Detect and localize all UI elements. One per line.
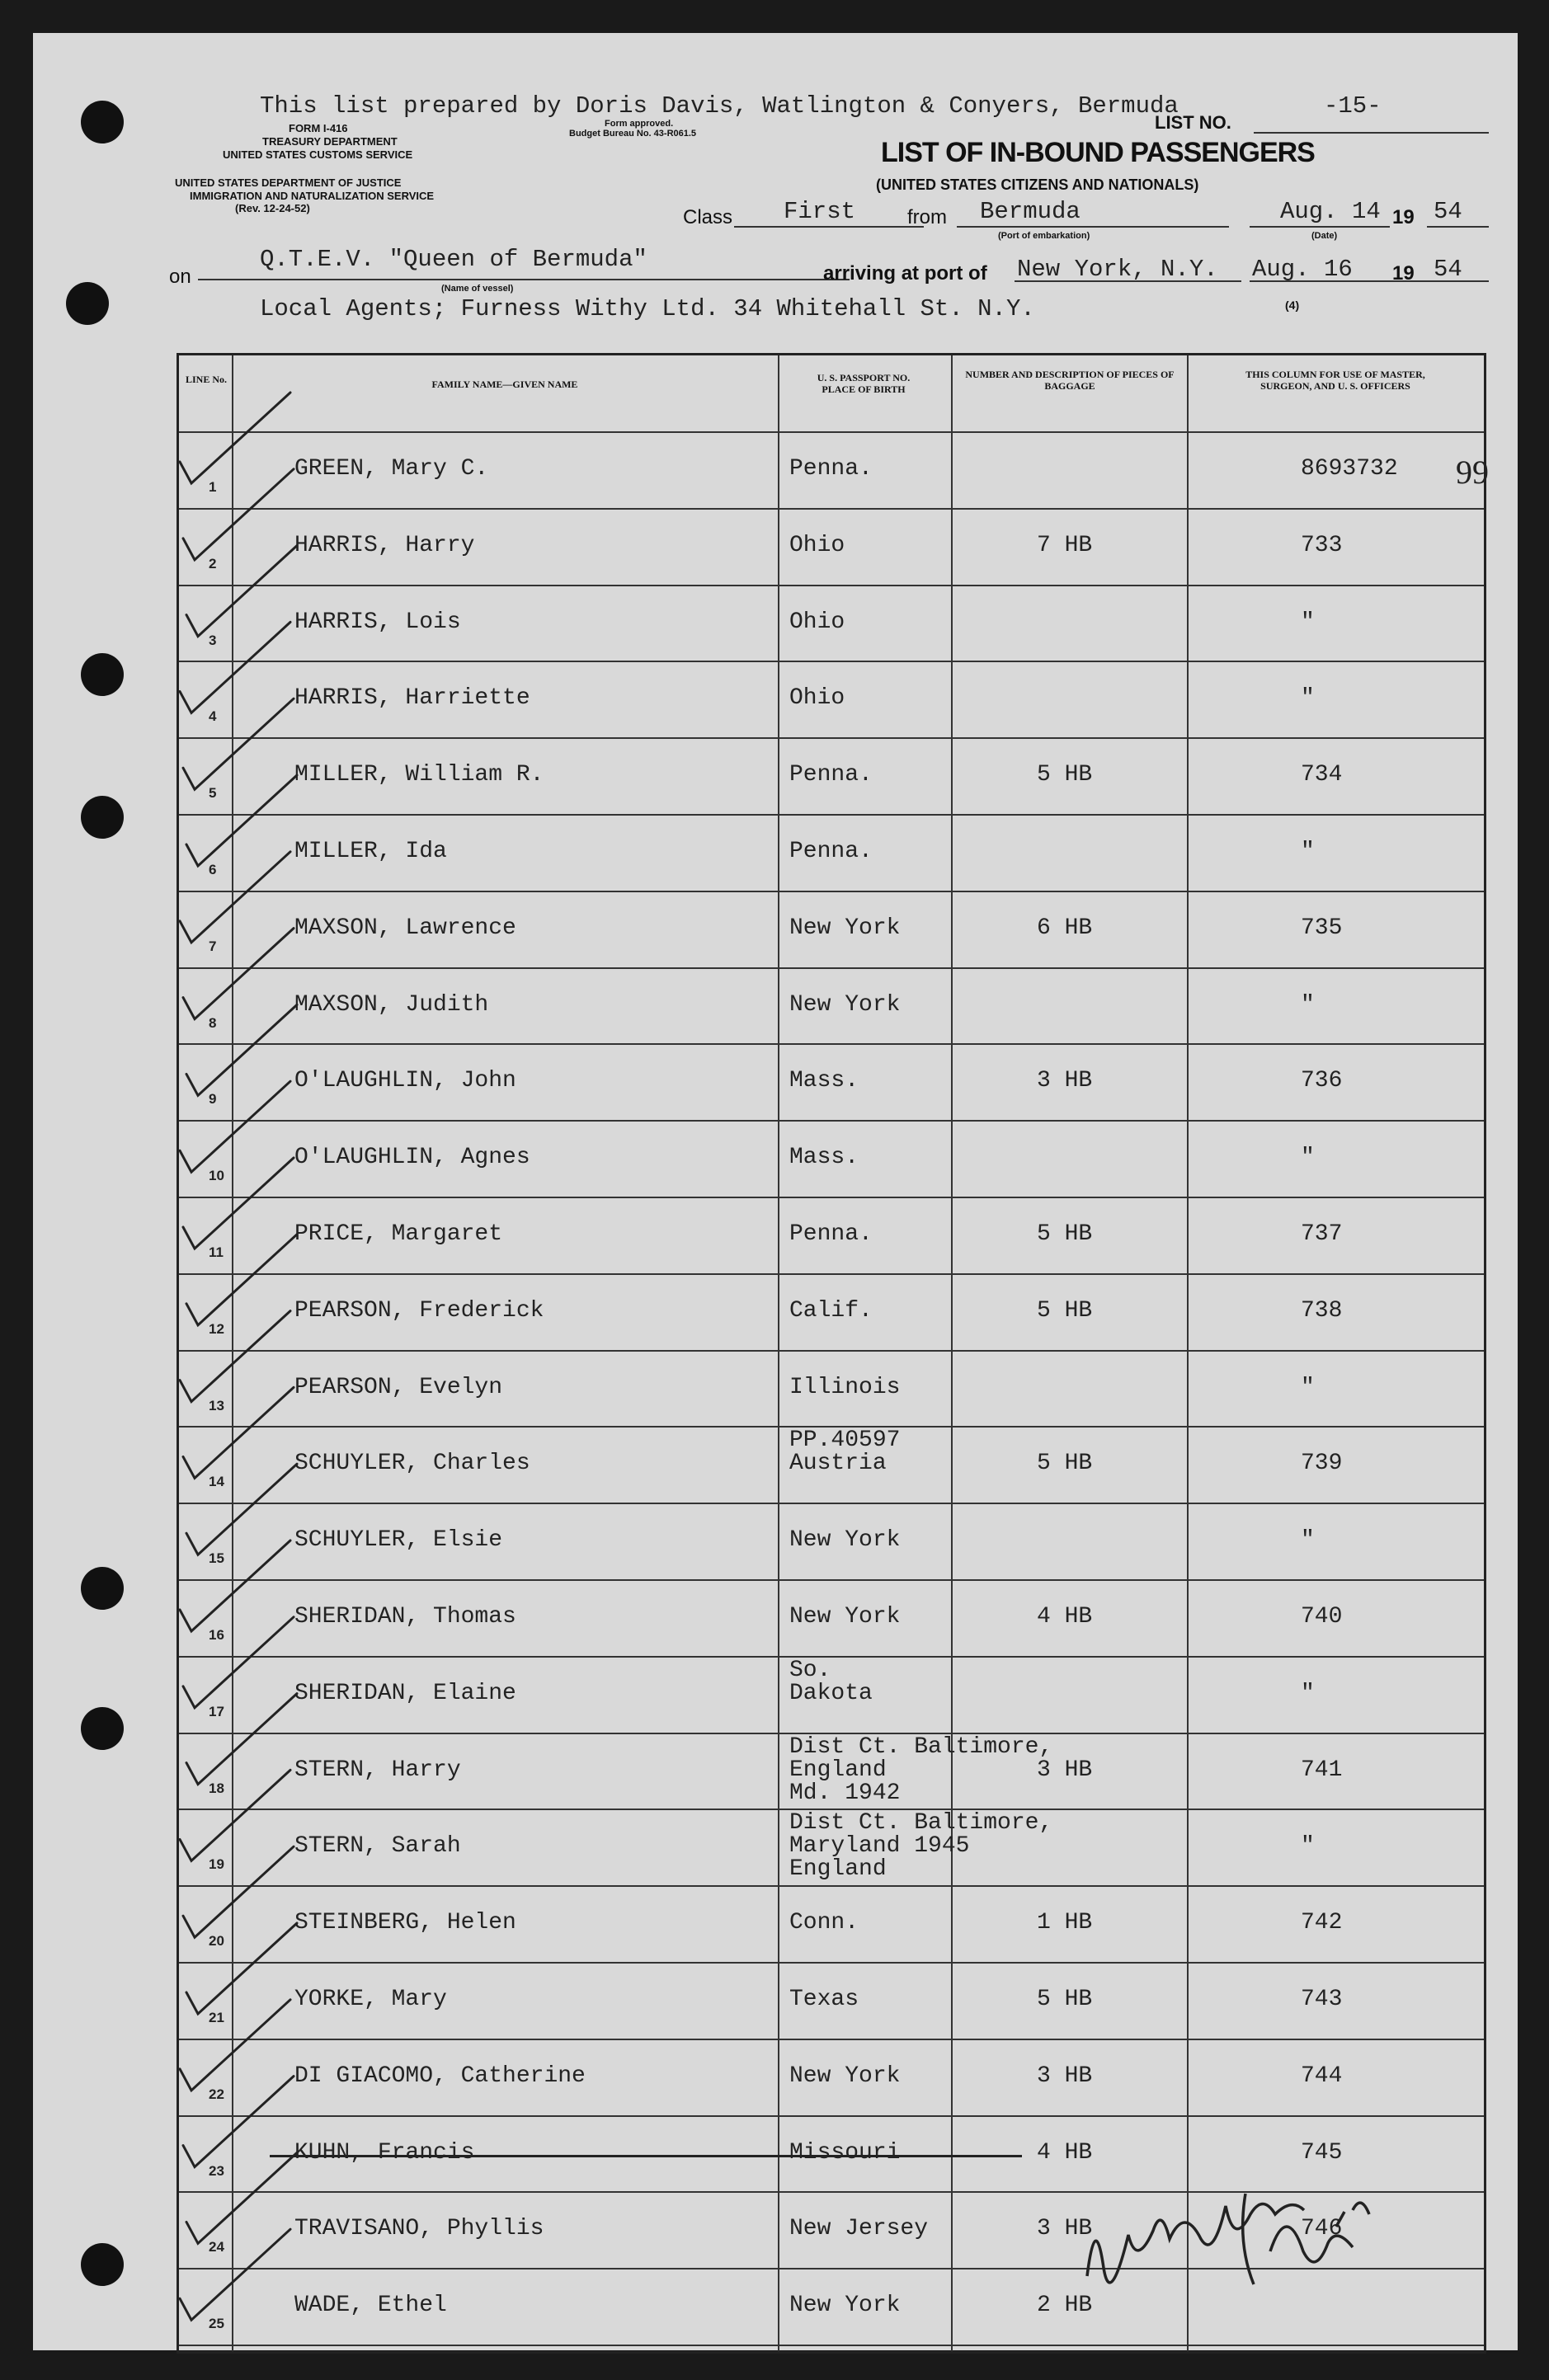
line-number: 5 [209, 785, 217, 802]
departure-year-prefix: 19 [1392, 206, 1415, 228]
baggage: 5 HB [1037, 1297, 1093, 1324]
list-no-label: LIST NO. [1155, 112, 1231, 133]
departure-date: Aug. 14 [1280, 198, 1381, 225]
line-number: 2 [209, 555, 217, 571]
officer-note: 735 [1301, 915, 1343, 941]
prepared-by: This list prepared by Doris Davis, Watlington & Conyers, Bermuda [260, 92, 1179, 120]
col-header-baggage: NUMBER AND DESCRIPTION OF PIECES OF BAGGAGE [965, 369, 1175, 392]
checkmark-icon [186, 2152, 297, 2243]
officer-note: " [1301, 1145, 1315, 1171]
dept-justice: UNITED STATES DEPARTMENT OF JUSTICE [175, 176, 402, 189]
passenger-name: MAXSON, Lawrence [294, 915, 516, 941]
place-of-birth: New York [789, 915, 901, 941]
margin-note: 99 [1456, 454, 1489, 491]
place-of-birth: New Jersey [789, 2216, 929, 2242]
place-of-birth: New York [789, 2063, 901, 2089]
officer-note: 745 [1301, 2139, 1343, 2166]
checkmark-icon [183, 929, 294, 1019]
passenger-name: PRICE, Margaret [294, 1221, 503, 1247]
baggage: 2 HB [1037, 2293, 1093, 2319]
arriving-label: arriving at port of [823, 262, 987, 285]
line-number: 7 [209, 938, 217, 954]
place-of-birth: New York [789, 2293, 901, 2319]
line-number: 17 [209, 1703, 224, 1719]
officer-note: 744 [1301, 2063, 1343, 2089]
passenger-name: KUHN, Francis [294, 2139, 475, 2166]
vessel-caption: (Name of vessel) [441, 284, 514, 294]
line-number: 6 [209, 862, 217, 877]
from-label: from [907, 206, 947, 228]
vessel-name: Q.T.E.V. "Queen of Bermuda" [260, 246, 647, 273]
local-agents: Local Agents; Furness Withy Ltd. 34 Whitehall St. N.Y. [260, 295, 1035, 322]
place-of-birth: Mass. [789, 1068, 859, 1094]
checkmark-icon [183, 2077, 294, 2167]
line-number: 24 [209, 2239, 224, 2255]
checkmark-icon [186, 1923, 297, 2014]
line-number: 10 [209, 1168, 224, 1184]
line-number: 21 [209, 2010, 224, 2025]
list-subtitle: (UNITED STATES CITIZENS AND NATIONALS) [876, 176, 1199, 193]
officer-note: 742 [1301, 1910, 1343, 1936]
passenger-name: GREEN, Mary C. [294, 456, 489, 482]
passenger-name: SHERIDAN, Elaine [294, 1680, 516, 1706]
checkmark-icon [186, 775, 297, 866]
officer-note: 8693732 [1301, 456, 1398, 482]
line-number: 12 [209, 1320, 224, 1337]
checkmark-icon [186, 1004, 297, 1095]
baggage: 3 HB [1037, 2216, 1093, 2242]
baggage: 5 HB [1037, 1987, 1093, 2012]
col-header-passport: U. S. PASSPORT NO. PLACE OF BIRTH [817, 372, 911, 395]
officer-note: " [1301, 1680, 1315, 1706]
officer-note: 738 [1301, 1297, 1343, 1324]
port-embark-caption: (Port of embarkation) [998, 231, 1090, 241]
passenger-name: MAXSON, Judith [294, 991, 489, 1018]
place-of-birth: Texas [789, 1987, 859, 2012]
place-of-birth: Penna. [789, 1221, 873, 1247]
signature [1087, 2194, 1369, 2284]
place-of-birth: Dist Ct. Baltimore, England Md. 1942 [789, 1733, 1053, 1806]
passenger-name: STERN, Harry [294, 1757, 461, 1783]
list-title: LIST OF IN-BOUND PASSENGERS [881, 137, 1315, 168]
passenger-name: YORKE, Mary [294, 1987, 447, 2012]
col-header-name: FAMILY NAME—GIVEN NAME [431, 379, 578, 390]
passenger-name: STEINBERG, Helen [294, 1910, 516, 1936]
officer-note: 741 [1301, 1757, 1343, 1783]
checkmark-icon [183, 698, 294, 789]
baggage: 5 HB [1037, 1451, 1093, 1477]
form-approved: Form approved. [605, 119, 674, 129]
officer-note: " [1301, 1527, 1315, 1554]
passenger-name: PEARSON, Evelyn [294, 1374, 503, 1400]
place-of-birth: Dist Ct. Baltimore, Maryland 1945 England [789, 1810, 1053, 1883]
place-of-birth: Penna. [789, 456, 873, 482]
passenger-name: HARRIS, Harry [294, 532, 475, 558]
place-of-birth: Ohio [789, 685, 845, 712]
arrival-year: 54 [1434, 256, 1462, 283]
baggage: 7 HB [1037, 532, 1093, 558]
line-number: 16 [209, 1627, 224, 1643]
date-caption: (Date) [1311, 231, 1338, 241]
on-label: on [169, 266, 191, 288]
class-value: First [784, 198, 856, 225]
place-of-birth: Missouri [789, 2139, 901, 2166]
baggage: 1 HB [1037, 1910, 1093, 1936]
place-of-birth: New York [789, 1527, 901, 1554]
checkmark-icon [183, 1158, 294, 1249]
page-number: -15- [1324, 92, 1382, 120]
officer-note: " [1301, 991, 1315, 1018]
checkmark-icon [186, 546, 297, 637]
officer-note: 746 [1301, 2216, 1343, 2242]
officer-note: " [1301, 1374, 1315, 1400]
passenger-name: STERN, Sarah [294, 1833, 461, 1860]
line-number: 13 [209, 1397, 224, 1413]
passenger-name: SCHUYLER, Charles [294, 1451, 530, 1477]
dept-ins: IMMIGRATION AND NATURALIZATION SERVICE [190, 190, 435, 202]
line-number: 9 [209, 1091, 217, 1108]
baggage: 4 HB [1037, 1604, 1093, 1630]
place-of-birth: Mass. [789, 1145, 859, 1171]
dept-treasury: TREASURY DEPARTMENT [262, 135, 398, 148]
officer-note: " [1301, 609, 1315, 635]
line-number: 18 [209, 1780, 224, 1796]
officer-note: 743 [1301, 1987, 1343, 2012]
passenger-name: DI GIACOMO, Catherine [294, 2063, 586, 2089]
line-number: 14 [209, 1474, 224, 1490]
passenger-name: TRAVISANO, Phyllis [294, 2216, 544, 2242]
place-of-birth: PP.40597 Austria [789, 1428, 901, 1477]
arrival-port: New York, N.Y. [1017, 256, 1218, 283]
officer-note: " [1301, 839, 1315, 864]
place-of-birth: Ohio [789, 532, 845, 558]
officer-note: 739 [1301, 1451, 1343, 1477]
line-number: 1 [209, 479, 217, 495]
line-number: 20 [209, 1933, 224, 1950]
officer-note: 736 [1301, 1068, 1343, 1094]
line-number: 11 [209, 1244, 224, 1260]
col-header-line: LINE No. [186, 374, 228, 385]
place-of-birth: Calif. [789, 1297, 873, 1324]
baggage: 3 HB [1037, 2063, 1093, 2089]
checkmark-icon [183, 469, 294, 560]
passenger-name: HARRIS, Lois [294, 609, 461, 635]
checkmark-icon [183, 1617, 294, 1708]
place-of-birth: New York [789, 991, 901, 1018]
passenger-name: SHERIDAN, Thomas [294, 1604, 516, 1630]
baggage: 4 HB [1037, 2139, 1093, 2166]
checkmark-icon [180, 393, 290, 483]
handwritten-marks [33, 33, 1518, 2350]
line-number: 15 [209, 1550, 224, 1567]
officer-note: " [1301, 685, 1315, 712]
baggage: 5 HB [1037, 1221, 1093, 1247]
arrival-date: Aug. 16 [1252, 256, 1353, 283]
departure-year: 54 [1434, 198, 1462, 225]
line-number: 23 [209, 2162, 224, 2179]
baggage: 3 HB [1037, 1068, 1093, 1094]
line-number: 8 [209, 1014, 217, 1031]
checkmark-icon [183, 1387, 294, 1478]
passenger-name: MILLER, William R. [294, 762, 544, 788]
passenger-name: O'LAUGHLIN, John [294, 1068, 516, 1094]
baggage: 3 HB [1037, 1757, 1093, 1783]
baggage: 6 HB [1037, 915, 1093, 941]
checkmark-icon [186, 1235, 297, 1325]
baggage: 5 HB [1037, 762, 1093, 788]
passenger-name: HARRIS, Harriette [294, 685, 530, 712]
passenger-name: PEARSON, Frederick [294, 1297, 544, 1324]
passenger-name: WADE, Ethel [294, 2293, 447, 2319]
place-of-birth: New York [789, 1604, 901, 1630]
from-value: Bermuda [980, 198, 1081, 225]
line-number: 22 [209, 2086, 224, 2102]
caption-4: (4) [1285, 299, 1300, 312]
place-of-birth: Penna. [789, 762, 873, 788]
place-of-birth: Penna. [789, 839, 873, 864]
checkmark-icon [186, 1464, 297, 1555]
class-label: Class [683, 206, 733, 228]
place-of-birth: So. Dakota [789, 1657, 873, 1706]
line-number: 4 [209, 708, 217, 725]
dept-customs: UNITED STATES CUSTOMS SERVICE [223, 148, 413, 161]
line-number: 3 [209, 632, 217, 648]
budget-bureau: Budget Bureau No. 43-R061.5 [569, 129, 697, 139]
passenger-name: O'LAUGHLIN, Agnes [294, 1145, 530, 1171]
officer-note: 733 [1301, 532, 1343, 558]
officer-note: 740 [1301, 1604, 1343, 1630]
officer-note: 734 [1301, 762, 1343, 788]
arrival-year-prefix: 19 [1392, 262, 1415, 285]
checkmark-icon [183, 1846, 294, 1937]
form-number: FORM I-416 [289, 122, 348, 134]
dept-rev: (Rev. 12-24-52) [235, 202, 310, 214]
manifest-sheet [33, 33, 1518, 2350]
passenger-name: SCHUYLER, Elsie [294, 1527, 503, 1554]
line-number: 19 [209, 1856, 224, 1873]
place-of-birth: Ohio [789, 609, 845, 635]
place-of-birth: Illinois [789, 1374, 901, 1400]
col-header-officers: THIS COLUMN FOR USE OF MASTER, SURGEON, AND U. S. OFFICERS [1245, 369, 1425, 392]
checkmark-icon [186, 1694, 297, 1785]
place-of-birth: Conn. [789, 1910, 859, 1936]
passenger-name: MILLER, Ida [294, 839, 447, 864]
line-number: 25 [209, 2316, 224, 2332]
officer-note: 737 [1301, 1221, 1343, 1247]
officer-note: " [1301, 1833, 1315, 1860]
